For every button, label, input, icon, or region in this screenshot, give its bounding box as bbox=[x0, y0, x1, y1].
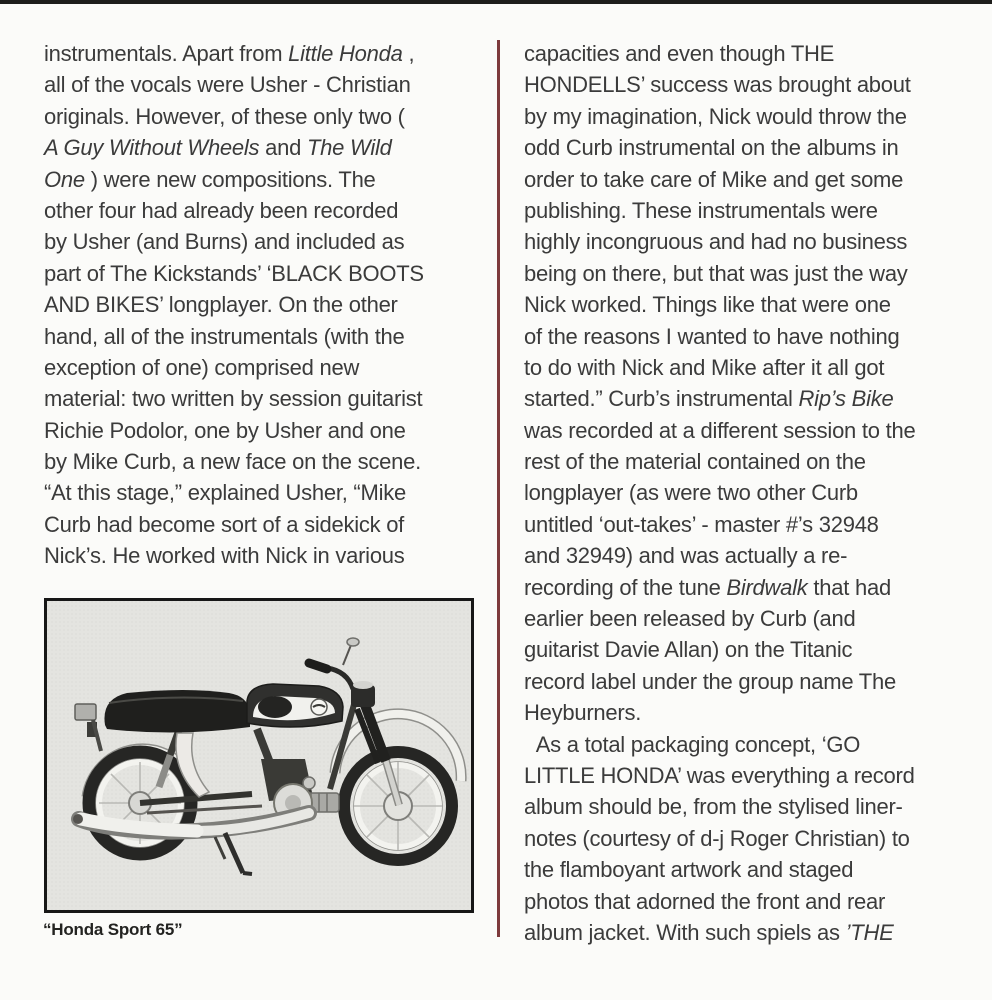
text-line: Nick worked. Things like that were one bbox=[524, 292, 891, 318]
photo-caption: “Honda Sport 65” bbox=[43, 920, 183, 939]
text-line: photos that adorned the front and rear bbox=[524, 888, 886, 914]
text-line: all of the vocals were Usher - Christian bbox=[44, 72, 411, 98]
text-line: and 32949) and was actually a re- bbox=[524, 543, 848, 569]
text-line: order to take care of Mike and get some bbox=[524, 166, 904, 192]
text-line: longplayer (as were two other Curb bbox=[524, 480, 858, 506]
text-line: Richie Podolor, one by Usher and one bbox=[44, 417, 406, 443]
mirror bbox=[347, 638, 359, 646]
text-line: was recorded at a different session to the bbox=[524, 417, 916, 443]
fuel-tank bbox=[247, 684, 343, 727]
text-line: Nick’s. He worked with Nick in various bbox=[44, 543, 405, 569]
text-line: by my imagination, Nick would throw the bbox=[524, 103, 907, 129]
text-line: LITTLE HONDA’ was everything a record bbox=[524, 762, 915, 788]
speedometer bbox=[353, 681, 373, 689]
motorcycle-photo bbox=[47, 601, 471, 910]
text-line: guitarist Davie Allan) on the Titanic bbox=[524, 637, 853, 663]
text-line: notes (courtesy of d-j Roger Christian) to bbox=[524, 825, 910, 851]
text-line: record label under the group name The bbox=[524, 668, 896, 694]
text-line: started.” Curb’s instrumental Rip’s Bike bbox=[524, 386, 894, 412]
text-line: odd Curb instrumental on the albums in bbox=[524, 135, 899, 161]
text-line: by Mike Curb, a new face on the scene. bbox=[44, 449, 421, 475]
text-line: by Usher (and Burns) and included as bbox=[44, 229, 405, 255]
text-line: to do with Nick and Mike after it all got bbox=[524, 354, 885, 380]
seat bbox=[104, 690, 250, 733]
text-line: One ) were new compositions. The bbox=[44, 166, 376, 192]
text-line: rest of the material contained on the bbox=[524, 449, 866, 475]
text-line: recording of the tune Birdwalk that had bbox=[524, 574, 891, 600]
text-line: other four had already been recorded bbox=[44, 197, 399, 223]
headlight bbox=[351, 681, 375, 707]
text-line: HONDELLS’ success was brought about bbox=[524, 72, 911, 98]
text-line: being on there, but that was just the way bbox=[524, 260, 908, 286]
photo-frame bbox=[44, 598, 474, 913]
text-line: originals. However, of these only two ( bbox=[44, 103, 405, 129]
left-text-column bbox=[44, 38, 480, 572]
text-line: AND BIKES’ longplayer. On the other bbox=[44, 292, 398, 318]
text-line: Curb had become sort of a sidekick of bbox=[44, 511, 405, 537]
text-line: album should be, from the stylised liner- bbox=[524, 794, 903, 820]
text-line: capacities and even though THE bbox=[524, 41, 835, 66]
top-rule bbox=[0, 0, 992, 4]
text-line: earlier been released by Curb (and bbox=[524, 606, 856, 632]
text-line: exception of one) comprised new bbox=[44, 354, 360, 380]
column-divider bbox=[497, 40, 500, 937]
text-line: instrumentals. Apart from Little Honda , bbox=[44, 41, 415, 66]
text-line: publishing. These instrumentals were bbox=[524, 197, 878, 223]
text-line: untitled ‘out-takes’ - master #’s 32948 bbox=[524, 511, 879, 537]
text-line: album jacket. With such spiels as ’THE bbox=[524, 919, 894, 945]
text-line: A Guy Without Wheels and The Wild bbox=[44, 135, 392, 161]
text-line: material: two written by session guitarist bbox=[44, 386, 423, 412]
text-line: As a total packaging concept, ‘GO bbox=[524, 731, 861, 757]
text-line: highly incongruous and had no business bbox=[524, 229, 908, 255]
text-line: Heyburners. bbox=[524, 700, 642, 726]
right-text-column bbox=[524, 38, 970, 948]
text-line: of the reasons I wanted to have nothing bbox=[524, 323, 900, 349]
text-line: hand, all of the instrumentals (with the bbox=[44, 323, 405, 349]
text-line: “At this stage,” explained Usher, “Mike bbox=[44, 480, 406, 506]
text-line: part of The Kickstands’ ‘BLACK BOOTS bbox=[44, 260, 424, 286]
text-line: the flamboyant artwork and staged bbox=[524, 857, 854, 883]
front-wheel bbox=[344, 752, 452, 860]
